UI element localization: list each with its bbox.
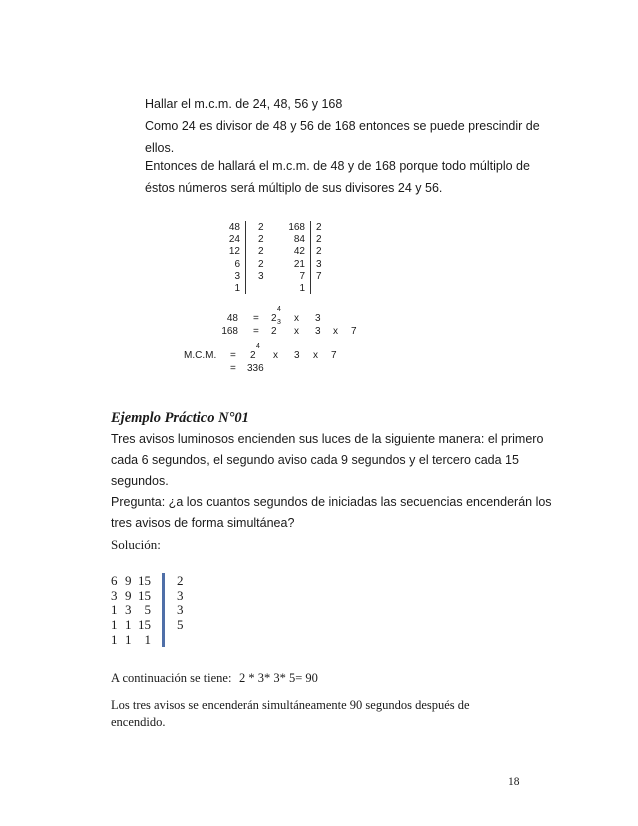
example-question-line: tres avisos de forma simultánea? <box>111 516 295 530</box>
intro-line-2: Como 24 es divisor de 48 y 56 de 168 entonces se puede prescindir de <box>145 119 540 133</box>
table-divisors: 2 2 2 2 3 <box>258 222 264 282</box>
page-number: 18 <box>508 776 520 788</box>
table-divisors: 2 3 3 5 <box>177 573 184 633</box>
example-question-line: Pregunta: ¿a los cuantos segundos de iniciadas las secuencias encenderán los <box>111 495 552 509</box>
conclusion-formula: 2 * 3* 3* 5= 90 <box>239 671 318 685</box>
solution-label: Solución: <box>111 537 161 552</box>
conclusion-line-1: Los tres avisos se encenderán simultáneamente 90 segundos después de <box>111 698 470 712</box>
table-divider <box>310 221 311 294</box>
conclusion-label: A continuación se tiene: <box>111 671 232 685</box>
table-divider <box>245 221 246 294</box>
intro-line-1: Hallar el m.c.m. de 24, 48, 56 y 168 <box>145 97 343 111</box>
table-divisors: 2 2 2 3 7 <box>316 222 322 282</box>
example-paragraph-line: segundos. <box>111 474 169 488</box>
table-dividends: 48 24 12 6 3 1 <box>228 222 240 295</box>
table-divider <box>162 573 165 647</box>
example-title: Ejemplo Práctico N°01 <box>111 410 249 426</box>
intro-line-3: ellos. <box>145 141 175 155</box>
intro-line-4: Entonces de hallará el m.c.m. de 48 y de 168 porque todo múltiplo de <box>145 159 530 173</box>
conclusion-line-2: encendido. <box>111 715 166 729</box>
table-dividends: 168 84 42 21 7 1 <box>288 222 305 295</box>
example-paragraph-line: cada 6 segundos, el segundo aviso cada 9 segundos y el tercero cada 15 <box>111 453 519 467</box>
example-paragraph-line: Tres avisos luminosos encienden sus luces de la siguiente manera: el primero <box>111 432 544 446</box>
intro-line-5: éstos números será múltiplo de sus divisores 24 y 56. <box>145 181 443 195</box>
